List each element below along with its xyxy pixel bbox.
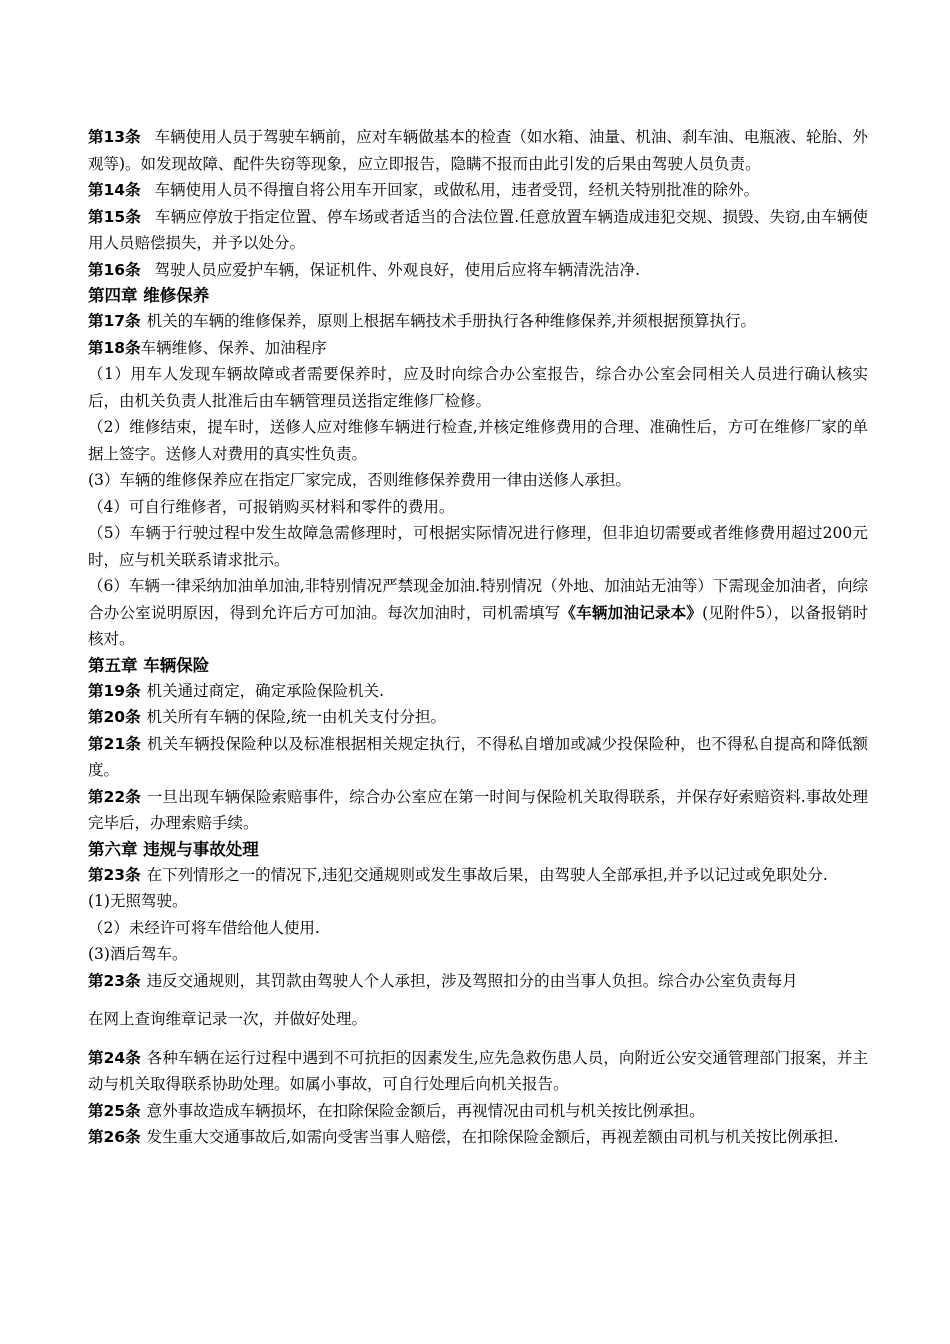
article-15	[88, 204, 868, 257]
article-23-item-2: （2）未经许可将车借给他人使用.	[88, 918, 320, 937]
article-18	[88, 335, 868, 362]
article-23b-text: 违反交通规则，其罚款由驾驶人个人承担，涉及驾照扣分的由当事人负担。综合办公室负责每月	[146, 971, 798, 990]
article-24-text: 各种车辆在运行过程中遇到不可抗拒的因素发生,应先急救伤患人员，向附近公安交通管理部门报案，并主动与机关取得联系协助处理。如属小事故，可自行处理后向机关报告。	[88, 1048, 868, 1093]
article-16	[88, 257, 868, 284]
article-18-item-5: （5）车辆于行驶过程中发生故障急需修理时，可根据实际情况进行修理，但非迫切需要或者维修费用超过200元时，应与机关联系请求批示。	[88, 524, 868, 569]
article-22-text: 一旦出现车辆保险索赔事件，综合办公室应在第一时间与保险机关取得联系，并保存好索赔资料.事故处理完毕后，办理索赔手续。	[88, 787, 868, 832]
chapter-6-heading: 第六章 违规与事故处理	[88, 839, 259, 859]
article-18-item-6-text: （6）车辆一律采纳加油单加油,非特别情况严禁现金加油.特别情况（外地、加油站无油等）下需现金加油者，向综合办公室说明原因，得到允许后方可加油。每次加油时，司机需填写	[88, 577, 868, 622]
article-18-label: 第18条	[88, 338, 141, 357]
article-14-text: 车辆使用人员不得擅自将公用车开回家，或做私用，违者受罚，经机关特别批准的除外。	[154, 181, 760, 199]
article-25	[88, 1098, 868, 1125]
article-23-item-3: (3)酒后驾车。	[88, 945, 188, 963]
article-18-item-1: （1）用车人发现车辆故障或者需要保养时，应及时向综合办公室报告，综合办公室会同相关人员进行确认核实后，由机关负责人批准后由车辆管理员送指定维修厂检修。	[88, 365, 868, 410]
article-22-label: 第22条	[88, 787, 141, 806]
article-14	[88, 177, 868, 204]
article-20-text: 机关所有车辆的保险,统一由机关支付分担。	[146, 708, 447, 726]
document-body	[88, 124, 868, 1151]
article-24	[88, 1045, 868, 1098]
article-13-text: 车辆使用人员于驾驶车辆前，应对车辆做基本的检查（如水箱、油量、机油、刹车油、电瓶液、轮胎、外观等)。如发现故障、配件失窃等现象，应立即报告，隐瞒不报而由此引发的后果由驾驶人员负责。	[88, 128, 868, 173]
article-18-item-4: （4）可自行维修者，可报销购买材料和零件的费用。	[88, 497, 455, 516]
article-22	[88, 784, 868, 837]
fuel-record-book-title: 《车辆加油记录本》	[560, 603, 703, 622]
article-23-label: 第23条	[88, 865, 141, 884]
article-16-text: 驾驶人员应爱护车辆，保证机件、外观良好，使用后应将车辆清洗洁净.	[154, 260, 641, 279]
article-21-label: 第21条	[88, 734, 142, 753]
chapter-4-heading: 第四章 维修保养	[88, 286, 210, 305]
article-14-label: 第14条	[88, 181, 141, 199]
article-21	[88, 731, 868, 784]
article-15-label: 第15条	[88, 207, 141, 226]
article-18-text: 车辆维修、保养、加油程序	[140, 338, 327, 357]
article-18-item-6	[88, 573, 868, 653]
article-20	[88, 704, 868, 731]
article-15-text: 车辆应停放于指定位置、停车场或者适当的合法位置.任意放置车辆造成违犯交规、损毁、失窃,由车辆使用人员赔偿损失，并予以处分。	[88, 207, 869, 252]
article-19-text: 机关通过商定，确定承险保险机关.	[146, 681, 385, 700]
article-25-text: 意外事故造成车辆损坏，在扣除保险金额后，再视情况由司机与机关按比例承担。	[146, 1101, 705, 1120]
article-17-label: 第17条	[88, 312, 141, 330]
article-26-text: 发生重大交通事故后,如需向受害当事人赔偿，在扣除保险金额后，再视差额由司机与机关按比例承担.	[146, 1128, 839, 1146]
article-23-text: 在下列情形之一的情况下,违犯交通规则或发生事故后果，由驾驶人全部承担,并予以记过或免职处分.	[146, 865, 828, 884]
chapter-5-heading: 第五章 车辆保险	[88, 655, 210, 675]
article-13-label: 第13条	[88, 128, 141, 146]
article-23b	[88, 968, 868, 995]
article-16-label: 第16条	[88, 260, 141, 279]
article-18-item-2: （2）维修结束，提车时，送修人应对维修车辆进行检查,并核定维修费用的合理、准确性后，方可在维修厂家的单据上签字。送修人对费用的真实性负责。	[88, 418, 868, 463]
article-25-label: 第25条	[88, 1101, 141, 1120]
article-18-item-6-tail: (见附件5），以备报销时核对。	[88, 603, 868, 648]
article-21-text: 机关车辆投保险种以及标准根据相关规定执行，不得私自增加或减少投保险种，也不得私自提高和降低额度。	[88, 734, 868, 779]
article-18-item-3: (3）车辆的维修保养应在指定厂家完成，否则维修保养费用一律由送修人承担。	[88, 471, 631, 489]
paragraph-gap	[88, 1033, 868, 1045]
paragraph-gap	[88, 994, 868, 1006]
article-20-label: 第20条	[88, 708, 141, 726]
article-26-label: 第26条	[88, 1128, 141, 1146]
article-17-text: 机关的车辆的维修保养，原则上根据车辆技术手册执行各种维修保养,并须根据预算执行。	[146, 312, 757, 330]
article-24-label: 第24条	[88, 1048, 141, 1067]
article-23	[88, 862, 868, 889]
article-19-label: 第19条	[88, 681, 141, 700]
article-26	[88, 1124, 868, 1151]
article-23b-label: 第23条	[88, 971, 141, 990]
article-23b-continuation: 在网上查询维章记录一次，并做好处理。	[88, 1010, 368, 1028]
article-23-item-1: (1)无照驾驶。	[88, 892, 188, 910]
article-17	[88, 308, 868, 335]
article-19	[88, 678, 868, 705]
article-13	[88, 124, 868, 177]
